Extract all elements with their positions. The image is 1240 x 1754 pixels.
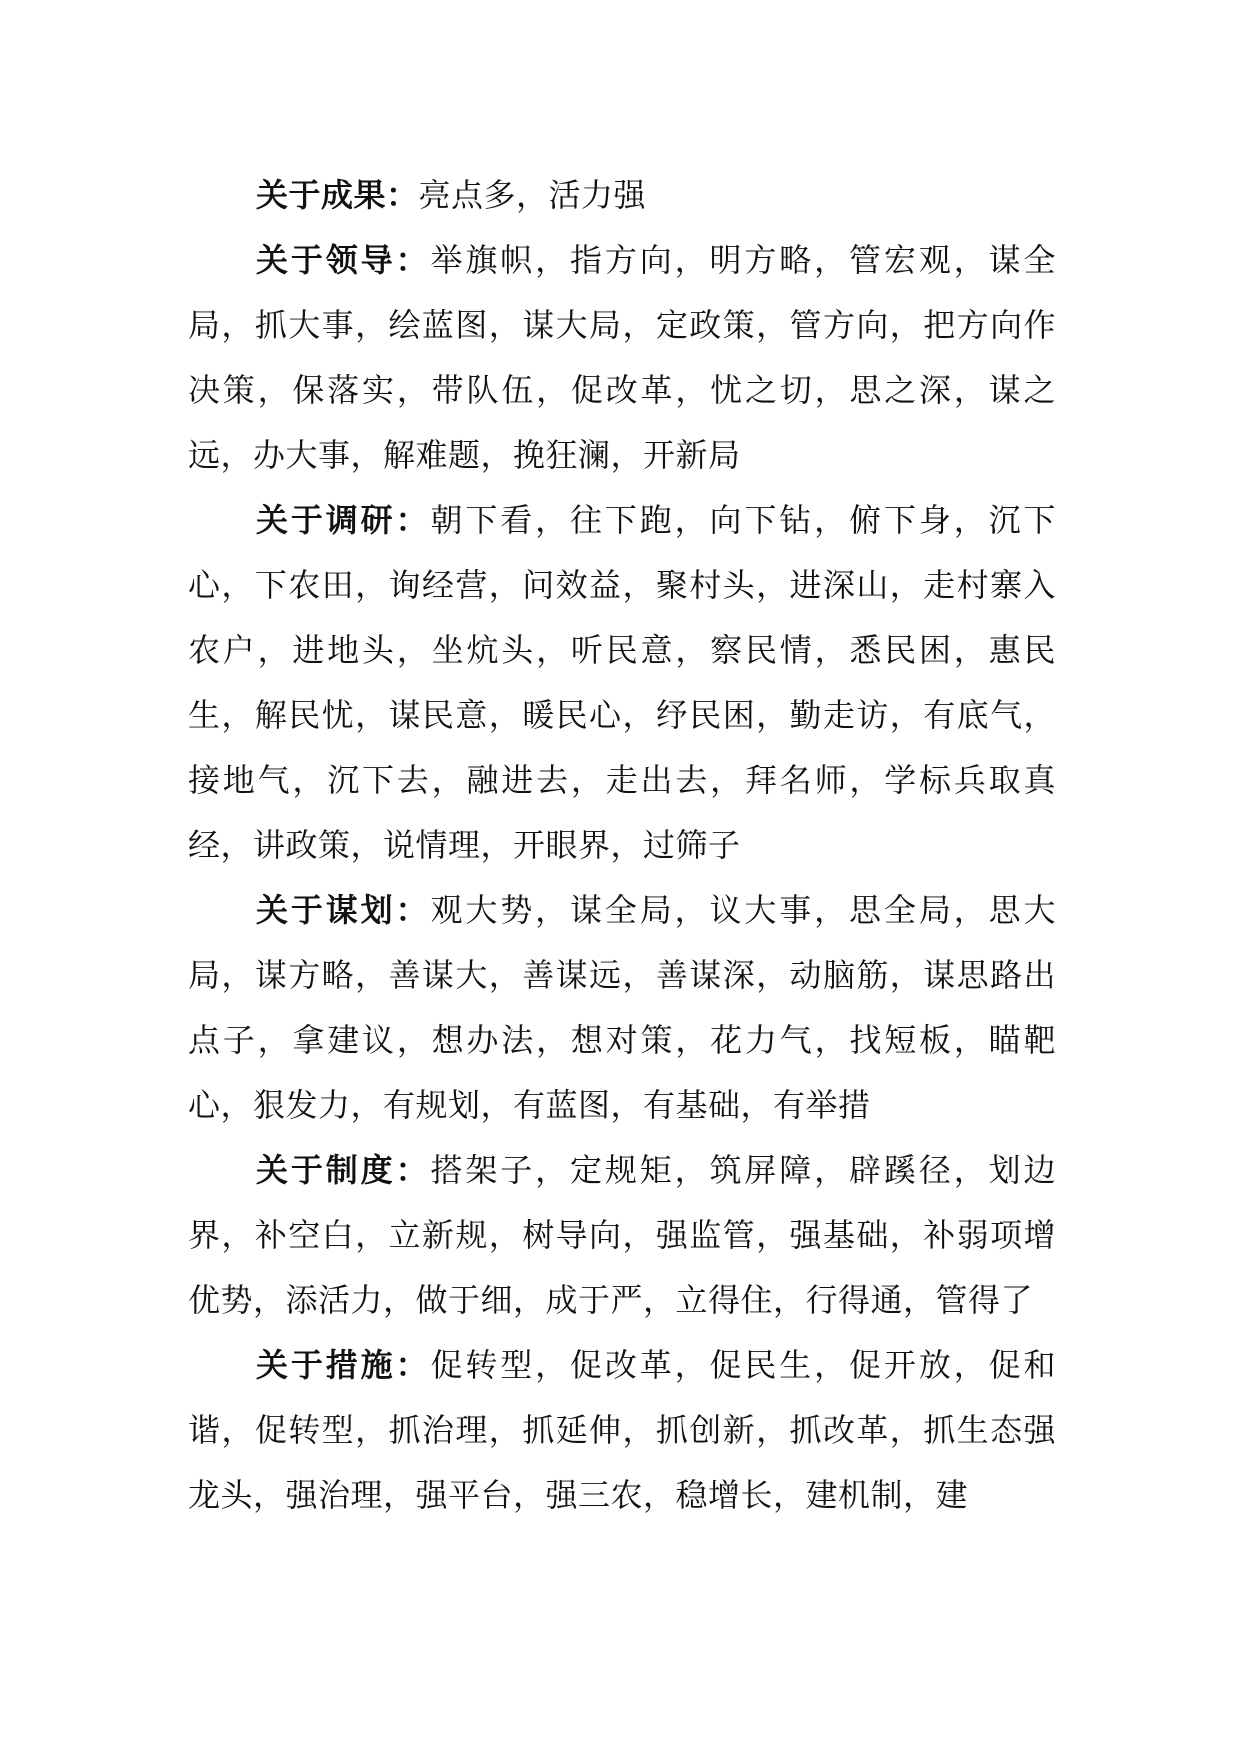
paragraph-text: 举旗帜，指方向，明方略，管宏观，谋全局，抓大事，绘蓝图，谋大局，定政策，管方向，把方向作决策，保落实，带队伍，促改革，忧之切，思之深，谋之远，办大事，解难题，挽狂澜，开新局 — [188, 241, 1056, 474]
paragraph-text: 搭架子，定规矩，筑屏障，辟蹊径，划边界，补空白，立新规，树导向，强监管，强基础，补弱项增优势，添活力，做于细，成于严，立得住，行得通，管得了 — [188, 1151, 1056, 1319]
paragraph-text: 观大势，谋全局，议大事，思全局，思大局，谋方略，善谋大，善谋远，善谋深，动脑筋，谋思路出点子，拿建议，想办法，想对策，花力气，找短板，瞄靶心，狠发力，有规划，有蓝图，有基础，有举措 — [188, 891, 1056, 1124]
paragraph-text: 朝下看，往下跑，向下钻，俯下身，沉下心，下农田，询经营，问效益，聚村头，进深山，走村寨入农户，进地头，坐炕头，听民意，察民情，悉民困，惠民生，解民忧，谋民意，暖民心，纾民困，勤走访，有底气，接地气，沉下去，融进去，走出去，拜名师，学标兵取真经，讲政策，说情理，开眼界，过筛子 — [188, 501, 1056, 864]
paragraph-label: 关于制度： — [256, 1151, 431, 1189]
paragraph-system — [188, 1138, 1056, 1333]
paragraph-label: 关于领导： — [256, 241, 431, 279]
paragraph-text: 促转型，促改革，促民生，促开放，促和谐，促转型，抓治理，抓延伸，抓创新，抓改革，抓生态强龙头，强治理，强平台，强三农，稳增长，建机制，建 — [188, 1346, 1056, 1514]
paragraph-label: 关于措施： — [256, 1346, 431, 1384]
paragraph-label: 关于成果： — [256, 176, 419, 214]
paragraph-leadership — [188, 228, 1056, 488]
paragraph-label: 关于谋划： — [256, 891, 431, 929]
document-body — [188, 163, 1056, 1528]
paragraph-research — [188, 488, 1056, 878]
paragraph-measures — [188, 1333, 1056, 1528]
paragraph-planning — [188, 878, 1056, 1138]
paragraph-text: 亮点多，活力强 — [418, 176, 647, 214]
paragraph-results — [188, 163, 1056, 228]
paragraph-label: 关于调研： — [256, 501, 431, 539]
